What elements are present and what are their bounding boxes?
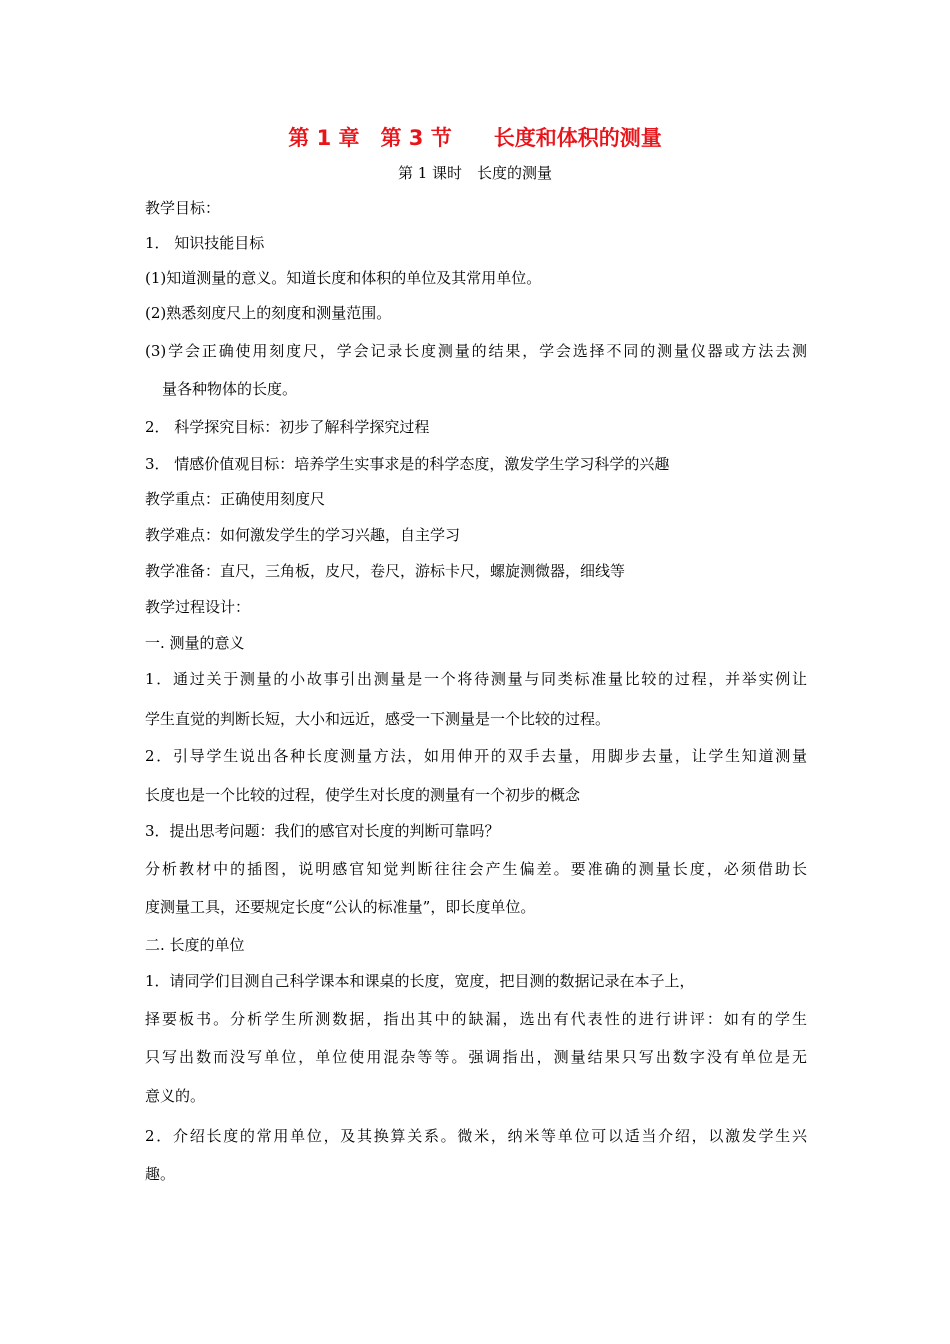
text-line: 意义的。 — [145, 1087, 206, 1105]
text-line: (2)熟悉刻度尺上的刻度和测量范围。 — [145, 304, 392, 322]
text-line: 2． 科学探究目标：初步了解科学探究过程 — [145, 418, 430, 436]
text-line: 教学重点：正确使用刻度尺 — [145, 490, 326, 508]
text-line: 1． 知识技能目标 — [145, 234, 265, 252]
section-heading: 一. 测量的意义 — [145, 634, 245, 652]
text-line: 1．通过关于测量的小故事引出测量是一个将待测量与同类标准量比较的过程，并举实例让 — [145, 670, 807, 688]
text-line: 度测量工具，还要规定长度“公认的标准量”，即长度单位。 — [145, 898, 536, 916]
text-line: 趣。 — [145, 1165, 176, 1183]
text-line: 只写出数而没写单位，单位使用混杂等等。强调指出，测量结果只写出数字没有单位是无 — [145, 1048, 807, 1066]
text-line: 3． 情感价值观目标：培养学生实事求是的科学态度，激发学生学习科学的兴趣 — [145, 455, 670, 473]
text-line: 教学准备：直尺，三角板，皮尺，卷尺，游标卡尺，螺旋测微器，细线等 — [145, 562, 626, 580]
text-line: 教学过程设计： — [145, 598, 251, 616]
lesson-subtitle: 第 1 课时 长度的测量 — [397, 164, 553, 182]
text-line: 量各种物体的长度。 — [162, 380, 298, 398]
text-line: 2．引导学生说出各种长度测量方法，如用伸开的双手去量，用脚步去量，让学生知道测量 — [145, 747, 807, 765]
text-line: 2．介绍长度的常用单位，及其换算关系。微米，纳米等单位可以适当介绍，以激发学生兴 — [145, 1127, 807, 1145]
text-line: 教学难点：如何激发学生的学习兴趣，自主学习 — [145, 526, 461, 544]
text-line: 3．提出思考问题：我们的感官对长度的判断可靠吗？ — [145, 822, 500, 840]
text-line: (3)学会正确使用刻度尺，学会记录长度测量的结果，学会选择不同的测量仪器或方法去测 — [145, 342, 807, 360]
text-line: 学生直觉的判断长短，大小和远近，感受一下测量是一个比较的过程。 — [145, 710, 611, 728]
text-line: 长度也是一个比较的过程，使学生对长度的测量有一个初步的概念 — [145, 786, 581, 804]
text-line: 教学目标： — [145, 199, 221, 217]
text-line: 择要板书。分析学生所测数据，指出其中的缺漏，选出有代表性的进行讲评：如有的学生 — [145, 1010, 807, 1028]
section-heading: 二. 长度的单位 — [145, 936, 245, 954]
text-line: 1．请同学们目测自己科学课本和课桌的长度，宽度，把目测的数据记录在本子上， — [145, 972, 695, 990]
text-line: (1)知道测量的意义。知道长度和体积的单位及其常用单位。 — [145, 269, 542, 287]
text-line: 分析教材中的插图，说明感官知觉判断往往会产生偏差。要准确的测量长度，必须借助长 — [145, 860, 807, 878]
document-title: 第 1 章 第 3 节 长度和体积的测量 — [288, 126, 662, 150]
